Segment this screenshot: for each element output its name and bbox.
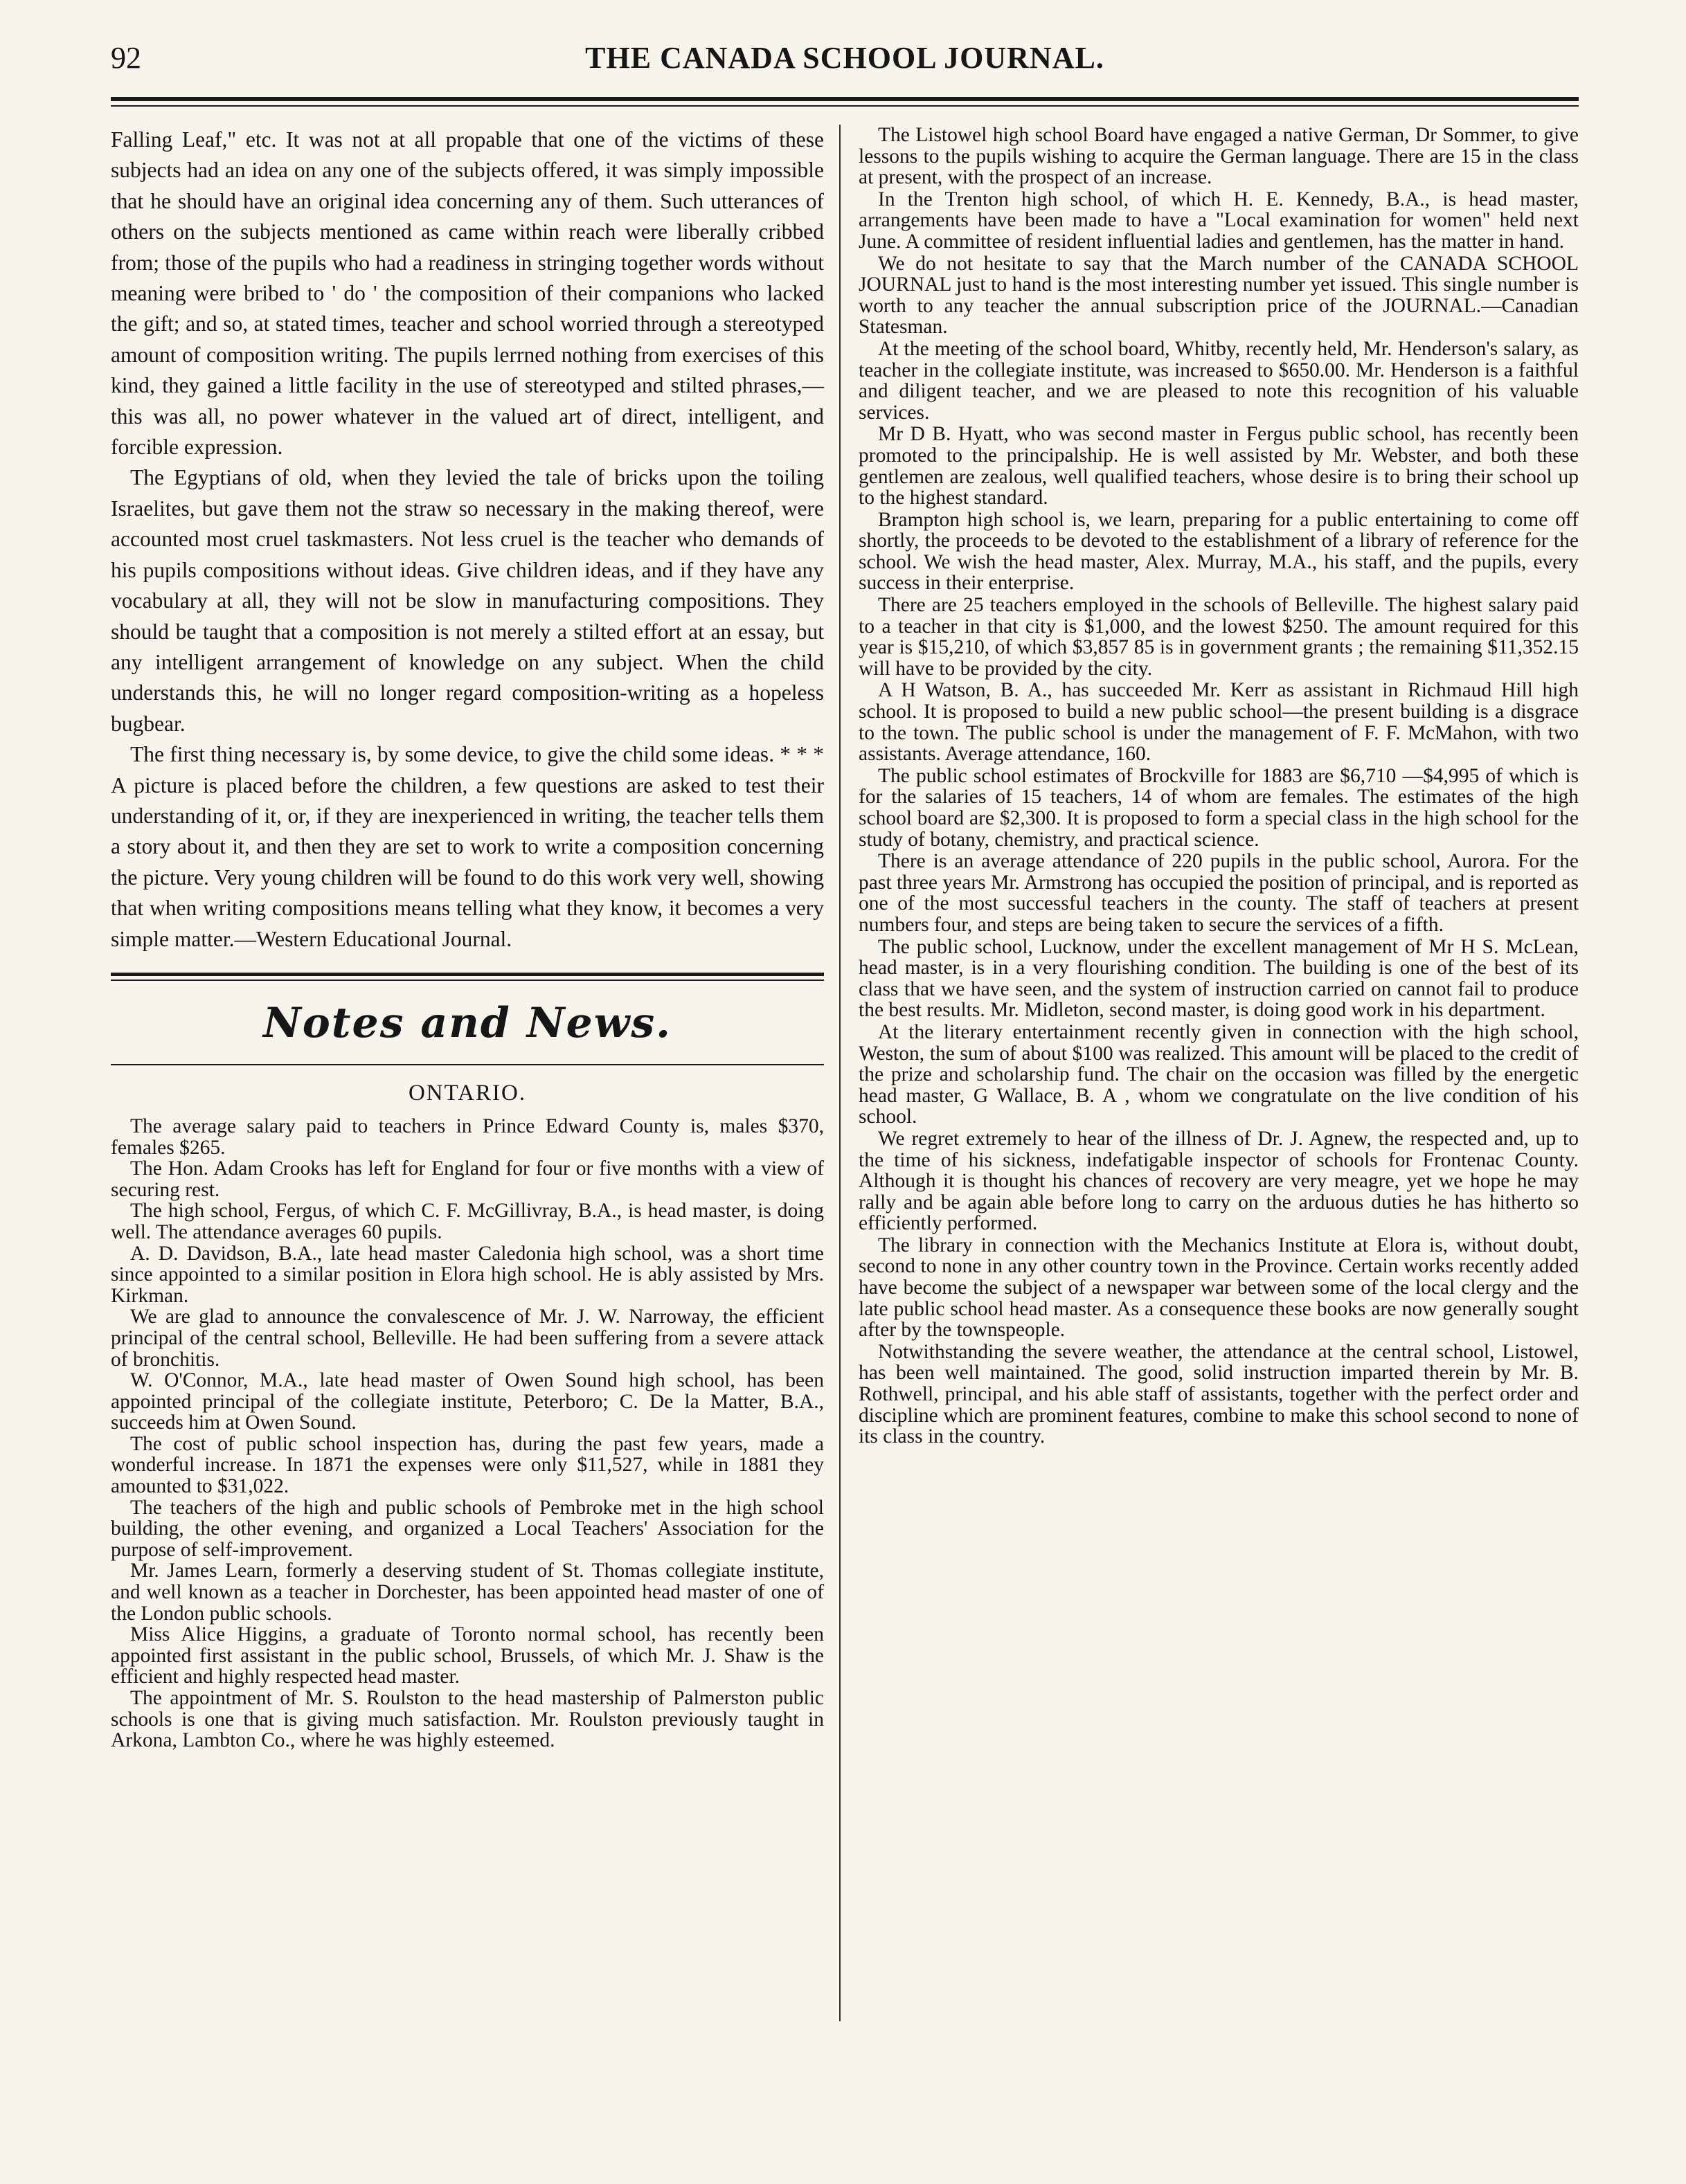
news-item: The public school estimates of Brockville for 1883 are $6,710 —$4,995 of which is for the salaries of 15 teachers, 14 of whom are females. The estimates of the high school board are $2,300. It is proposed to form a special class in the high school for the study of botany, chemistry, and practical science.	[859, 764, 1579, 851]
news-items-left	[111, 1116, 824, 1751]
news-item: The public school, Lucknow, under the excellent management of Mr H S. McLean, head master, is in a very flourishing condition. The building is one of the best of its class that we have seen, and the system of instruction carried on cannot fail to produce the best results. Mr. Midleton, second master, is doing good work in his department.	[859, 935, 1579, 1022]
page-number: 92	[111, 41, 141, 75]
section-title: Notes and News.	[262, 998, 672, 1047]
news-item: Brampton high school is, we learn, preparing for a public entertaining to come off shortly, the proceeds to be devoted to the establishment of a library of reference for the school. We wish the head master, Alex. Murray, M.A., his staff, and the pupils, every success in their enterprise.	[859, 508, 1579, 595]
news-item: Miss Alice Higgins, a graduate of Toronto normal school, has recently been appointed first assistant in the public school, Brussels, of which Mr. J. Shaw is the efficient and highly respected head master.	[111, 1623, 824, 1688]
page-header	[111, 40, 1579, 82]
essay-paragraph: Falling Leaf," etc. It was not at all propable that one of the victims of these subjects had an idea on any one of the subjects offered, it was simply impossible that he should have an original idea concerning any of them. Such utterances of others on the subjects mentioned as came within reach were liberally cribbed from; those of the pupils who had a readiness in stringing together words without meaning were bribed to ' do ' the composition of their companions who lacked the gift; and so, at stated times, teacher and school worried through a stereotyped amount of composition writing. The pupils lerrned nothing from exercises of this kind, they gained a little facility in the use of stereotyped and stilted phrases,—this was all, no power whatever in the valued art of direct, intelligent, and forcible expression.	[111, 127, 824, 460]
header-rule-thin	[111, 105, 1579, 107]
news-item: There is an average attendance of 220 pupils in the public school, Aurora. For the past three years Mr. Armstrong has occupied the position of principal, and is reported as one of the most successful teachers in the county. The staff of teachers at present numbers four, and steps are being taken to secure the services of a fifth.	[859, 850, 1579, 936]
section-rule-thin	[111, 980, 824, 981]
news-item: The library in connection with the Mechanics Institute at Elora is, without doubt, second to none in any other country town in the Province. Certain works recently added have become the subject of a newspaper war between some of the local clergy and the late public school head master. As a consequence these books are now generally sought after by the townspeople.	[859, 1234, 1579, 1342]
running-title: THE CANADA SCHOOL JOURNAL.	[585, 41, 1104, 75]
news-item: A H Watson, B. A., has succeeded Mr. Kerr as assistant in Richmaud Hill high school. It is proposed to build a new public school—the present building is a disgrace to the town. The public school is under the management of F. F. McMahon, with two assistants. Average attendance, 160.	[859, 679, 1579, 766]
news-item: Mr. James Learn, formerly a deserving student of St. Thomas collegiate institute, and well known as a teacher in Dorchester, has been appointed head master of one of the London public schools.	[111, 1560, 824, 1625]
news-item: We are glad to announce the convalescence of Mr. J. W. Narroway, the efficient principal of the central school, Belleville. He had been suffering from a severe attack of bronchitis.	[111, 1306, 824, 1371]
left-column	[111, 125, 824, 1751]
news-item: The teachers of the high and public schools of Pembroke met in the high school building, the other evening, and organized a Local Teachers' Association for the purpose of self-improvement.	[111, 1496, 824, 1561]
section-title-rule	[111, 1064, 824, 1065]
news-item: The average salary paid to teachers in Prince Edward County is, males $370, females $265.	[111, 1114, 824, 1159]
essay-continuation	[111, 125, 824, 955]
news-item: The Listowel high school Board have engaged a native German, Dr Sommer, to give lessons to the pupils wishing to acquire the German language. There are 15 in the class at present, with the prospect of an increase.	[859, 124, 1579, 189]
news-item: The cost of public school inspection has, during the past few years, made a wonderful increase. In 1871 the expenses were only $11,527, while in 1881 they amounted to $31,022.	[111, 1432, 824, 1498]
news-item: Mr D B. Hyatt, who was second master in Fergus public school, has recently been promoted to the principalship. He is well assisted by Mr. Webster, and both these gentlemen are zealous, well qualified teachers, whose desire is to bring their school up to the highest standard.	[859, 423, 1579, 509]
right-column	[859, 125, 1579, 1447]
news-item: At the meeting of the school board, Whitby, recently held, Mr. Henderson's salary, as teacher in the collegiate institute, was increased to $650.00. Mr. Henderson is a faithful and diligent teacher, and we are pleased to note this recognition of his valuable services.	[859, 337, 1579, 424]
news-item: A. D. Davidson, B.A., late head master Caledonia high school, was a short time since appointed to a similar position in Elora high school. He is ably assisted by Mrs. Kirkman.	[111, 1242, 824, 1307]
news-item: At the literary entertainment recently given in connection with the high school, Weston, the sum of about $100 was realized. This amount will be placed to the credit of the prize and scholarship fund. The chair on the occasion was filled by the energetic head master, G Wallace, B. A , whom we congratulate on the live condition of his school.	[859, 1020, 1579, 1128]
news-item: In the Trenton high school, of which H. E. Kennedy, B.A., is head master, arrangements have been made to have a "Local examination for women" held next June. A committee of resident influential ladies and gentlemen, has the matter in hand.	[859, 188, 1579, 253]
news-item: We do not hesitate to say that the March number of the CANADA SCHOOL JOURNAL just to hand is the most interesting number yet issued. This single number is worth to any teacher the annual subscription price of the JOURNAL.—Canadian Statesman.	[859, 252, 1579, 339]
news-item: W. O'Connor, M.A., late head master of Owen Sound high school, has been appointed principal of the collegiate institute, Peterboro; C. De la Matter, B.A., succeeds him at Owen Sound.	[111, 1369, 824, 1434]
essay-paragraph: The Egyptians of old, when they levied the tale of bricks upon the toiling Israelites, but gave them not the straw so necessary in the making thereof, were accounted most cruel taskmasters. Not less cruel is the teacher who demands of his pupils compositions without ideas. Give children ideas, and if they have any vocabulary at all, they will not be slow in manufacturing compositions. They should be taught that a composition is not merely a stilted effort at an essay, but any intelligent arrangement of knowledge on any subject. When the child understands this, he will no longer regard composition-writing as a hopeless bugbear.	[111, 465, 824, 736]
column-divider	[839, 125, 841, 2021]
news-item: We regret extremely to hear of the illness of Dr. J. Agnew, the respected and, up to the time of his sickness, indefatigable inspector of schools for Frontenac County. Although it is thought his chances of recovery are very meagre, yet we hope he may rally and be again able before long to carry on the arduous duties he has hitherto so efficiently performed.	[859, 1127, 1579, 1235]
section-rule	[111, 973, 824, 976]
news-item: There are 25 teachers employed in the schools of Belleville. The highest salary paid to a teacher in that city is $1,000, and the lowest $250. The amount required for this year is $15,210, of which $3,857 85 is in government grants ; the remaining $11,352.15 will have to be provided by the city.	[859, 594, 1579, 680]
header-rule	[111, 97, 1579, 101]
news-item: Notwithstanding the severe weather, the attendance at the central school, Listowel, has been well maintained. The good, solid instruction imparted therein by Mr. B. Rothwell, principal, and his able staff of assistants, together with the perfect order and discipline which are prominent features, combine to make this school second to none of its class in the country.	[859, 1340, 1579, 1448]
essay-paragraph: The first thing necessary is, by some device, to give the child some ideas. * * * A picture is placed before the children, a few questions are asked to test their understanding of it, or, if they are inexperienced in writing, the teacher tells them a story about it, and then they are set to work to write a composition concerning the picture. Very young children will be found to do this work very well, showing that when writing compositions means telling what they know, it becomes a very simple matter.—Western Educational Journal.	[111, 742, 824, 951]
news-item: The Hon. Adam Crooks has left for England for four or five months with a view of securing rest.	[111, 1157, 824, 1201]
subsection-title: ONTARIO.	[408, 1080, 527, 1105]
news-item: The appointment of Mr. S. Roulston to the head mastership of Palmerston public schools is one that is giving much satisfaction. Mr. Roulston previously taught in Arkona, Lambton Co., where he was highly esteemed.	[111, 1687, 824, 1752]
news-item: The high school, Fergus, of which C. F. McGillivray, B.A., is head master, is doing well. The attendance averages 60 pupils.	[111, 1200, 824, 1243]
